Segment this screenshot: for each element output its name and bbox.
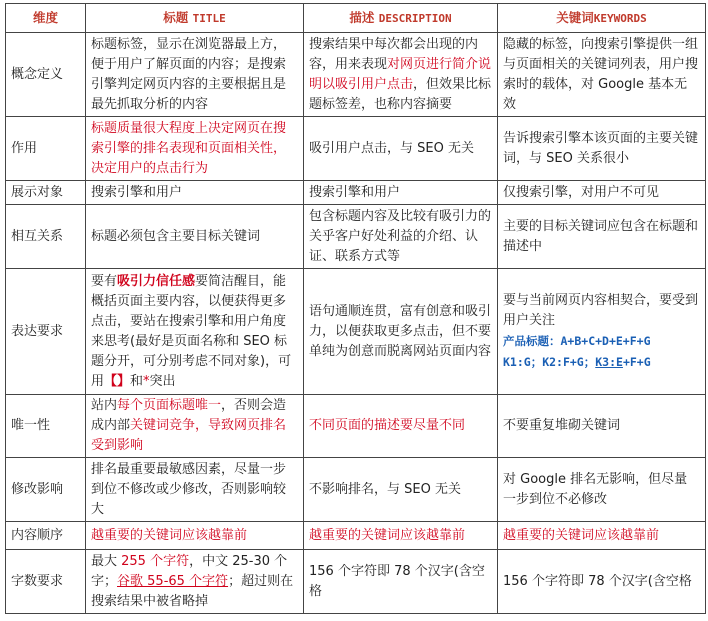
row-label: 相互关系 [6, 205, 86, 269]
row-label: 展示对象 [6, 181, 86, 205]
formula-underlined-part: K3:E [595, 354, 623, 369]
header-title [86, 4, 304, 33]
description-cell: 吸引用户点击，与 SEO 无关 [304, 117, 498, 181]
cell-text: 要与当前网页内容相契合，要受到用户关注 [503, 292, 699, 328]
product-title-formula: 产品标题：A+B+C+D+E+F+G [503, 333, 651, 348]
keywords-cell: 越重要的关键词应该越靠前 [498, 522, 706, 550]
row-label: 字数要求 [6, 550, 86, 614]
row-label: 内容顺序 [6, 522, 86, 550]
cell-text: 搜索结果中每次都会出现的内容，用来表现 [309, 36, 479, 72]
keywords-cell: 对 Google 排名无影响，但尽量一步到位不必修改 [498, 458, 706, 522]
bracket-symbol: 【】 [104, 373, 131, 389]
title-cell: 搜索引擎和用户 [86, 181, 304, 205]
title-cell [86, 269, 304, 395]
description-cell: 不影响排名，与 SEO 无关 [304, 458, 498, 522]
row-label: 修改影响 [6, 458, 86, 522]
keywords-cell: 156 个字符即 78 个汉字(含空格 [498, 550, 706, 614]
cell-text: 要有 [91, 273, 118, 289]
header-keywords [498, 4, 706, 33]
description-cell: 语句通顺连贯，富有创意和吸引力，以便获取更多点击，但不要单纯为创意而脱离网站页面内容 [304, 269, 498, 395]
row-label: 唯一性 [6, 395, 86, 458]
cell-text: ，但效果比标题标签差，也称内容摘要 [309, 76, 492, 112]
table-row [6, 458, 706, 522]
highlight-text: 谷歌 55-65 个字符 [117, 573, 229, 589]
table-row [6, 33, 706, 117]
header-description-en: DESCRIPTION [378, 11, 452, 25]
header-description [304, 4, 498, 33]
cell-text: 和 [130, 373, 144, 389]
table-row [6, 550, 706, 614]
row-label: 表达要求 [6, 269, 86, 395]
title-cell [86, 550, 304, 614]
keywords-cell: 隐藏的标签，向搜索引擎提供一组与页面相关的关键词列表，用户搜索时的载体，对 Google 基本无效 [498, 33, 706, 117]
title-cell: 排名最重要最敏感因素，尽量一步到位不修改或少修改，否则影响较大 [86, 458, 304, 522]
keywords-cell: 主要的目标关键词应包含在标题和描述中 [498, 205, 706, 269]
formula-part: +F+G [622, 354, 651, 369]
title-cell: 标题质量很大程度上决定网页在搜索引擎的排名表现和页面相关性，决定用户的点击行为 [86, 117, 304, 181]
cell-text: 站内 [91, 398, 118, 413]
row-label: 作用 [6, 117, 86, 181]
cell-text: ，否则会造成内部 [91, 398, 287, 433]
header-keywords-cn: 关键词 [556, 9, 594, 25]
header-description-cn: 描述 [349, 9, 375, 25]
keywords-cell [498, 269, 706, 395]
highlight-text: 每个页面标题唯一 [117, 398, 222, 413]
cell-text: 突出 [149, 373, 176, 389]
cell-text: 要简洁醒目，能概括页面主要内容，以便获得更多点击，要站在搜索引擎和用户角度来思考(最好是页面名称和 SEO 标题分开，可分别考虑不同对象)，可用 [91, 273, 292, 389]
cell-text: ，中文 25-30 个字； [91, 553, 288, 589]
keywords-cell: 仅搜索引擎，对用户不可见 [498, 181, 706, 205]
description-cell: 不同页面的描述要尽量不同 [304, 395, 498, 458]
description-cell: 搜索引擎和用户 [304, 181, 498, 205]
table-row [6, 395, 706, 458]
header-title-en: TITLE [192, 11, 226, 25]
table-row [6, 181, 706, 205]
description-cell: 156 个字符即 78 个汉字(含空格 [304, 550, 498, 614]
header-dimension-label: 维度 [32, 10, 58, 25]
title-cell: 越重要的关键词应该越靠前 [86, 522, 304, 550]
keyword-formula [503, 355, 651, 369]
table-row [6, 205, 706, 269]
description-cell: 越重要的关键词应该越靠前 [304, 522, 498, 550]
title-cell [86, 395, 304, 458]
highlight-text: 255 个字符 [121, 553, 190, 569]
header-dimension [6, 4, 86, 33]
table-row [6, 269, 706, 395]
table-row [6, 117, 706, 181]
cell-text: ；超过则在搜索结果中被省略掉 [91, 573, 294, 609]
keywords-cell: 告诉搜索引擎本该页面的主要关键词，与 SEO 关系很小 [498, 117, 706, 181]
keywords-cell: 不要重复堆砌关键词 [498, 395, 706, 458]
highlight-text: 对网页进行简介说明以吸引用户点击 [309, 56, 492, 92]
row-label: 概念定义 [6, 33, 86, 117]
cell-text: 最大 [91, 553, 122, 569]
table-row [6, 522, 706, 550]
title-cell: 标题标签，显示在浏览器最上方，便于用户了解页面的内容；是搜索引擎判定网页内容的主要根据且是最先抓取分析的内容 [86, 33, 304, 117]
description-cell [304, 33, 498, 117]
star-symbol: * [143, 373, 150, 389]
title-cell: 标题必须包含主要目标关键词 [86, 205, 304, 269]
header-keywords-en: KEYWORDS [593, 11, 647, 25]
highlight-text: 关键词竞争，导致网页排名受到影响 [91, 418, 287, 453]
header-title-cn: 标题 [163, 9, 189, 25]
header-row [6, 4, 706, 33]
formula-part: K1:G；K2:F+G； [503, 354, 596, 369]
description-cell: 包含标题内容及比较有吸引力的关乎客户好处利益的介绍、认证、联系方式等 [304, 205, 498, 269]
highlight-text: 吸引力信任感 [117, 273, 196, 289]
seo-comparison-table [5, 3, 706, 614]
